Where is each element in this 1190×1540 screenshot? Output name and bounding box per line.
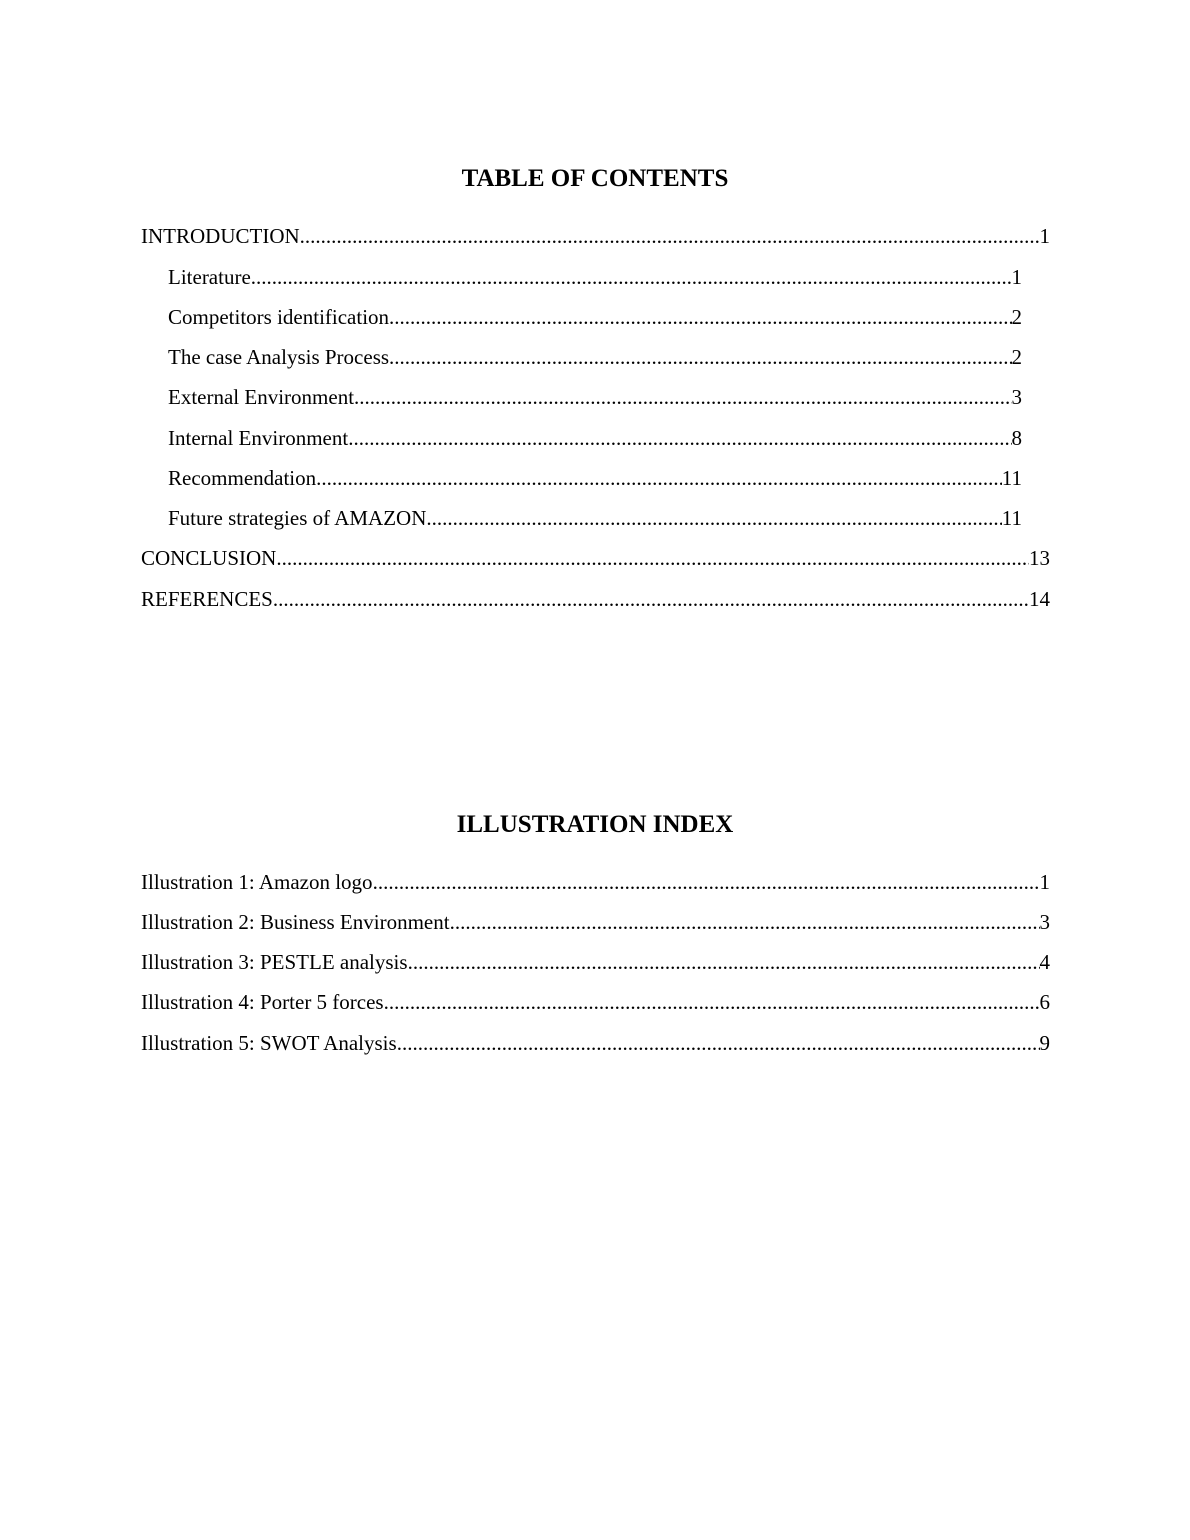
toc-entry-page: 2 — [1011, 305, 1022, 329]
illustration-entry-label: Illustration 4: Porter 5 forces — [141, 990, 384, 1014]
illustration-entry-label: Illustration 5: SWOT Analysis — [141, 1031, 397, 1055]
toc-entry-page: 8 — [1011, 426, 1022, 450]
dot-leader — [354, 384, 1011, 410]
dot-leader — [300, 223, 1040, 249]
toc-entry-label: CONCLUSION — [141, 546, 277, 570]
toc-entry-recommendation[interactable] — [168, 465, 1022, 491]
dot-leader — [426, 505, 1001, 531]
illustration-entry-1[interactable] — [141, 869, 1050, 895]
toc-entry-future-strategies[interactable] — [168, 505, 1022, 531]
toc-entry-label: Competitors identification — [168, 305, 390, 329]
illustration-entry-page: 4 — [1039, 950, 1050, 974]
toc-entry-label: INTRODUCTION — [141, 224, 300, 248]
dot-leader — [389, 344, 1011, 370]
toc-entry-external-environment[interactable] — [168, 384, 1022, 410]
illustration-entry-page: 1 — [1039, 870, 1050, 894]
toc-entry-page: 11 — [1001, 506, 1022, 530]
toc-entry-case-analysis-process[interactable] — [168, 344, 1022, 370]
illustration-entry-page: 9 — [1039, 1031, 1050, 1055]
toc-entry-conclusion[interactable] — [141, 545, 1050, 571]
illustration-entry-label: Illustration 1: Amazon logo — [141, 870, 373, 894]
illustration-entry-3[interactable] — [141, 949, 1050, 975]
toc-entry-label: REFERENCES — [141, 587, 273, 611]
dot-leader — [450, 909, 1040, 935]
toc-entry-introduction[interactable] — [141, 223, 1050, 249]
toc-entry-page: 3 — [1011, 385, 1022, 409]
illustration-entry-4[interactable] — [141, 989, 1050, 1015]
toc-entry-page: 13 — [1029, 546, 1050, 570]
toc-entry-page: 1 — [1011, 265, 1022, 289]
dot-leader — [276, 545, 1029, 571]
toc-entry-label: Internal Environment — [168, 426, 349, 450]
toc-entry-label: Future strategies of AMAZON — [168, 506, 427, 530]
illustration-entry-page: 6 — [1039, 990, 1050, 1014]
dot-leader — [389, 304, 1011, 330]
illustration-entry-label: Illustration 3: PESTLE analysis — [141, 950, 408, 974]
dot-leader — [348, 425, 1011, 451]
dot-leader — [251, 264, 1012, 290]
dot-leader — [408, 949, 1040, 975]
dot-leader — [397, 1030, 1040, 1056]
toc-entry-literature[interactable] — [168, 264, 1022, 290]
dot-leader — [384, 989, 1040, 1015]
toc-entry-page: 1 — [1039, 224, 1050, 248]
toc-entry-references[interactable] — [141, 586, 1050, 612]
illustration-entry-page: 3 — [1039, 910, 1050, 934]
toc-title: TABLE OF CONTENTS — [461, 165, 729, 192]
toc-entry-label: External Environment — [168, 385, 355, 409]
toc-entry-label: The case Analysis Process — [168, 345, 390, 369]
toc-entry-page: 2 — [1011, 345, 1022, 369]
toc-entry-label: Literature — [168, 265, 251, 289]
toc-entry-internal-environment[interactable] — [168, 425, 1022, 451]
illustration-entry-2[interactable] — [141, 909, 1050, 935]
illustration-index-title: ILLUSTRATION INDEX — [456, 811, 734, 838]
illustration-entry-5[interactable] — [141, 1030, 1050, 1056]
toc-entry-competitors-identification[interactable] — [168, 304, 1022, 330]
dot-leader — [316, 465, 1002, 491]
toc-entry-page: 14 — [1029, 587, 1050, 611]
toc-entry-label: Recommendation — [168, 466, 317, 490]
toc-entry-page: 11 — [1001, 466, 1022, 490]
dot-leader — [373, 869, 1040, 895]
illustration-entry-label: Illustration 2: Business Environment — [141, 910, 450, 934]
dot-leader — [273, 586, 1029, 612]
